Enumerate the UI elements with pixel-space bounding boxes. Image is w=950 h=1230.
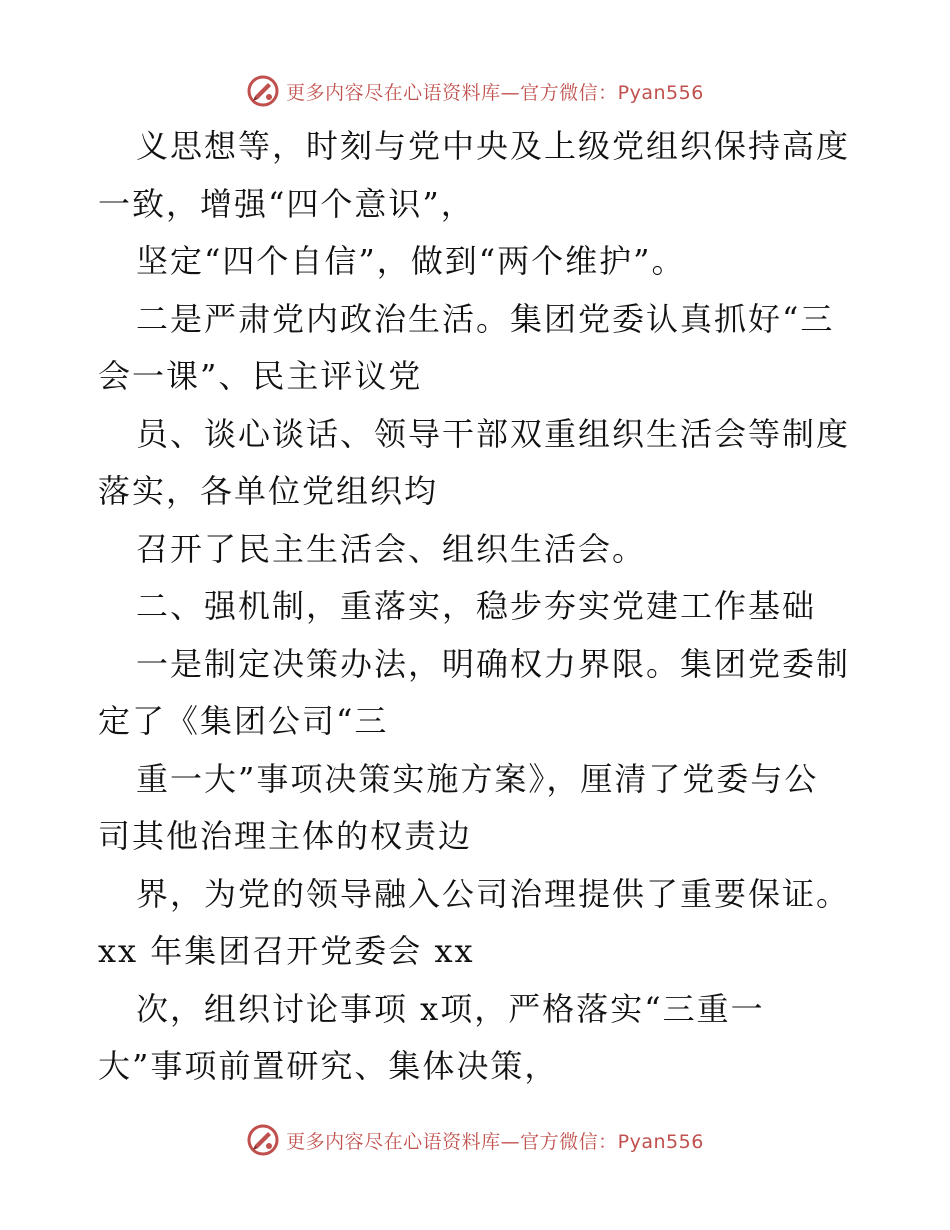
text-line: 员、谈心谈话、领导干部双重组织生活会等制度 (136, 414, 851, 453)
watermark-text: 更多内容尽在心语资料库—官方微信：Pyan556 (286, 1130, 704, 1153)
text-line: 会一课”、民主评议党 (98, 357, 423, 395)
text-line: 司其他治理主体的权责边 (98, 817, 473, 855)
text-line: 坚定“四个自信”，做到“两个维护”。 (136, 242, 686, 280)
pen-seal-icon (246, 1123, 280, 1157)
text-line: 义思想等，时刻与党中央及上级党组织保持高度 (136, 127, 851, 165)
pen-seal-icon (246, 74, 280, 108)
text-line: 一是制定决策办法，明确权力界限。集团党委制 (136, 644, 851, 683)
text-line: 次，组织讨论事项 x项，严格落实“三重一 (136, 989, 765, 1028)
text-line: 定了《集团公司“三 (98, 702, 389, 740)
footer-watermark (0, 1120, 950, 1160)
text-line: 重一大”事项决策实施方案》，厘清了党委与公 (136, 759, 819, 798)
text-line: 落实，各单位党组织均 (98, 472, 439, 510)
text-line: 二、强机制，重落实，稳步夯实党建工作基础 (136, 587, 817, 625)
text-line: 二是严肃党内政治生活。集团党委认真抓好“三 (136, 299, 835, 338)
text-line: xx 年集团召开党委会 xx (98, 932, 475, 970)
text-line: 召开了民主生活会、组织生活会。 (136, 529, 647, 568)
header-watermark (0, 71, 950, 111)
watermark-text: 更多内容尽在心语资料库—官方微信：Pyan556 (286, 81, 704, 104)
text-line: 界，为党的领导融入公司治理提供了重要保证。 (136, 874, 851, 913)
text-line: 大”事项前置研究、集体决策， (98, 1047, 559, 1085)
text-line: 一致，增强“四个意识”， (98, 184, 475, 223)
